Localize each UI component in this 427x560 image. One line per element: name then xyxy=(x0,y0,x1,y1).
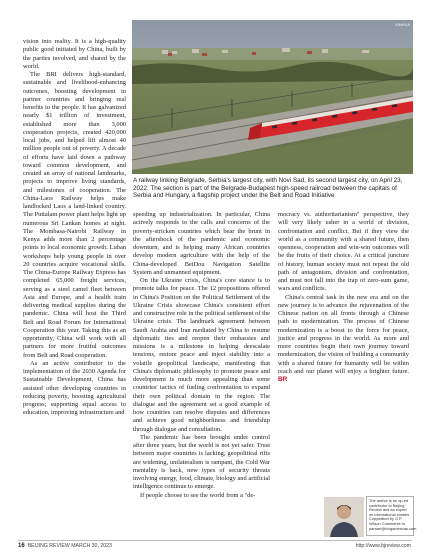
right-paragraph-2 xyxy=(278,294,409,385)
page-number: 16 xyxy=(18,543,25,549)
footer-url[interactable]: http://www.bjreview.com xyxy=(355,543,411,549)
right-paragraph-2-text: China's central task in the new era and on the new journey is to advance the rejuvenation of the Chinese nation on all fronts through a Chinese path to modernization. The process of Chinese modernization is a boost to the force for peace, justice and progress in the world. As more and more countries begin their own journey toward modernization, the vision of building a community with a shared future for humanity will be within reach and our planet will enjoy a brighter future. xyxy=(278,293,409,375)
left-paragraph-2: The BRI delivers high-standard, sustainable and livelihood-enhancing outcomes, boosting development in partner countries and bringing real benefits to the people. It has galvanized nearly $1 trillion of investment, established more than 3,000 cooperation projects, created 420,000 local jobs, and helped lift almost 40 million people out of poverty. A decade of efforts have laid down a pathway toward common development, and created an array of national landmarks, projects to improve living standards, and milestones of cooperation. The China-Laos Railway helps make landlocked Laos a land-linked country. The Puttalam power plant helps light up numerous Sri Lankan homes at night. The Mombasa-Nairobi Railway in Kenya adds more than 2 percentage points to local economic growth. Luban workshops help young people in over 20 countries acquire vocational skills. The China-Europe Railway Express has completed 65,000 freight services, serving as a steel camel fleet between Asia and Europe, and a health train delivering medical supplies during the pandemic. China will host the Third Belt and Road Forum for International Cooperation this year. Taking this as an opportunity, China will work with all partners for more fruitful outcomes from Belt and Road cooperation. xyxy=(23,71,126,359)
photo-caption: A railway linking Belgrade, Serbia's largest city, with Novi Sad, its second largest city, on April 23, 2022. The section is part of the Belgrade-Budapest high-speed railroad between the capitals of Serbia and Hungary, a flagship project under the Belt and Road Initiative xyxy=(133,177,403,200)
railway-photo-illustration xyxy=(132,20,413,174)
middle-paragraph-3: The pandemic has been brought under control after three years, but the world is not yet safer. Trust between major countries is lacking, geopolitical rifts are widening, unilateralism is rampant, the Cold War mentality is back, new types of security threats involving energy, food, climate, biology and artificial intelligence continue to emerge. xyxy=(133,433,270,491)
right-paragraph-1: mocracy vs. authoritarianism" perspective, they will very likely usher in a world of division, confrontation and conflict. But if they view the world as a community with a shared future, then openness, cooperation and win-win outcomes will be the fruits of their choice. At a critical juncture of history, human society must not repeat the old path of antagonism, division and confrontation, and must not fall into the trap of zero-sum game, wars and conflicts. xyxy=(278,211,409,293)
footer-left xyxy=(18,543,112,549)
publication-name: BEIJING REVIEW MARCH 30, 2023 xyxy=(27,543,112,549)
railway-photo xyxy=(132,20,413,174)
photo-credit: XINHUA xyxy=(395,23,410,27)
middle-paragraph-1: speeding up industrialization. In particular, China actively responds to the calls and concerns of the poverty-stricken countries which bear the brunt in the aftershock of the pandemic and economic downturn, and is helping many African countries develop modern agriculture with the help of the China-developed BeiDou Navigation Satellite System and unmanned equipment. xyxy=(133,211,270,276)
author-bio-box: The author is an op-ed contributor to Beijing Review and an expert on international studies Copyedited by G.P. Wilson Comments to panwei@cicgamericas.com xyxy=(366,496,414,536)
middle-paragraph-4: If people choose to see the world from a "de- xyxy=(140,491,256,499)
middle-paragraph-2: On the Ukraine crisis, China's core stance is to promote talks for peace. The 12 propositions offered in China's Position on the Political Settlement of the Ukraine Crisis showcase China's consistent effort and constructive role in the political settlement of the Ukraine crisis. The landmark agreement between Saudi Arabia and Iran mediated by China to resume diplomatic ties and reopen their embassies and missions is a milestone in helping deescalate tensions, restore peace and inject stability into a volatile geopolitical landscape, manifesting that China's diplomatic philosophy to promote peace and development is much more appealing than some countries' tactics of fueling confrontation to expand their own political domain in the region. The dialogue and the agreement set a good example of how countries can resolve disputes and differences and achieve good neighborliness and friendship through dialogue and consultation. xyxy=(133,277,270,433)
left-paragraph-1: vision into reality. It is a high-quality public good initiated by China, built by the parties involved, and shared by the world. xyxy=(23,38,126,70)
footer-divider xyxy=(18,540,412,541)
middle-column xyxy=(133,211,270,500)
left-paragraph-3: As an active contributor to the implementation of the 2030 Agenda for Sustainable Development, China has assisted other developing countries in reducing poverty, boosting agricultural progress; supporting equal access to education, improving infrastructure and xyxy=(23,359,126,417)
left-column xyxy=(23,38,126,418)
right-column xyxy=(278,211,409,384)
author-photo xyxy=(324,497,364,537)
br-end-mark: BR xyxy=(278,376,288,383)
author-portrait xyxy=(324,497,364,537)
